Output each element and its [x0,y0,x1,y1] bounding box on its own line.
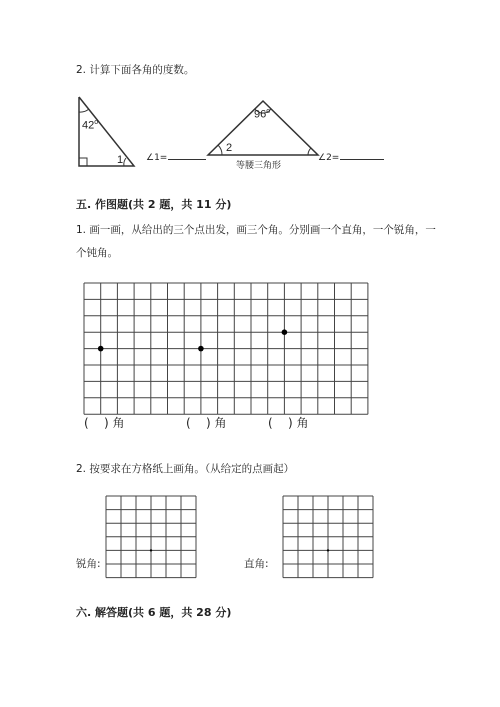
section-6-title: 六. 解答题(共 6 题，共 28 分) [76,606,232,619]
angle-1-mark: 1 [117,154,124,166]
angle-2-blank[interactable] [340,150,384,160]
start-point-dot [98,346,104,352]
angle-96-label: 96$^o$ [254,108,271,121]
question-2-title: 2. 计算下面各角的度数。 [76,64,195,76]
s5-q1-line1: 1. 画一画，从给出的三个点出发，画三个角。分别画一个直角，一个锐角，一 [76,224,436,236]
s5-q1-line2: 个钝角。 [76,247,118,259]
angle-2-mark: 2 [226,142,233,154]
section-5-title: 五. 作图题(共 2 题，共 11 分) [76,198,232,211]
start-point-dot [198,346,204,352]
acute-angle-grid[interactable] [106,496,196,578]
acute-angle-label: 锐角: [76,558,101,570]
right-triangle-figure [74,92,144,172]
angle-42-label: 42$^o$ [82,119,99,132]
start-point-dot [150,549,152,551]
angle-1-blank[interactable] [168,150,206,160]
s5-q2-text: 2. 按要求在方格纸上画角。（从给定的点画起） [76,463,295,475]
isosceles-caption: 等腰三角形 [236,161,282,171]
right-angle-label: 直角: [244,558,269,570]
right-angle-grid[interactable] [283,496,373,578]
angle-type-answer-1[interactable]: ( ) 角 [84,416,125,430]
angle-type-answer-3[interactable]: ( ) 角 [268,416,309,430]
angle-2-answer: ∠2= [318,150,384,163]
isosceles-triangle-figure [205,97,325,162]
angle-1-answer: ∠1= [146,150,206,163]
start-point-dot [327,549,329,551]
start-point-dot [282,329,288,335]
large-grid-paper[interactable] [84,283,370,415]
angle-type-answer-2[interactable]: ( ) 角 [186,416,227,430]
